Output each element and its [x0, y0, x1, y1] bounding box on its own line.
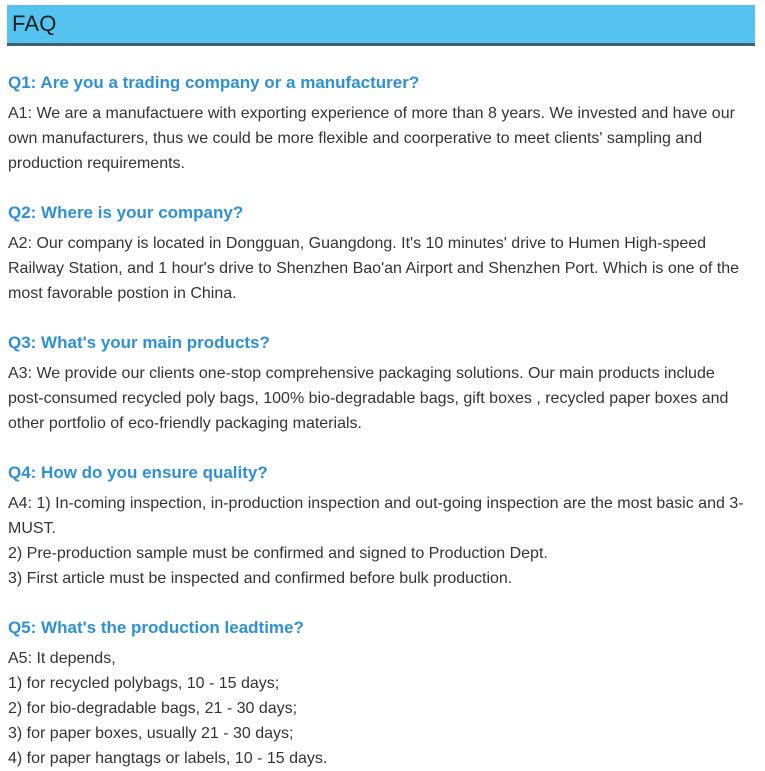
question-text: Q3: What's your main products? [8, 333, 270, 352]
answer-text: A2: Our company is located in Dongguan, Guangdong. It's 10 minutes' drive to Humen High-speed Railway Station, and 1 hour's drive to Shenzhen Bao'an Airport and Shenzhen Port. Which is one of the most favorable postion in China. [8, 235, 739, 302]
answer-text: A3: We provide our clients one-stop comprehensive packaging solutions. Our main products include post-consumed recycled poly bags, 100% bio-degradable bags, gift boxes , recycled paper boxes and other portfolio of eco-friendly packaging materials. [8, 365, 729, 432]
answer-text: A1: We are a manufactuere with exporting experience of more than 8 years. We invested and have our own manufacturers, thus we could be more flexible and coorperative to meet clients' sampling and production requirements. [8, 105, 735, 172]
faq-title: FAQ [12, 11, 57, 36]
answer-text: 3) First article must be inspected and confirmed before bulk production. [8, 570, 513, 587]
question-text: Q1: Are you a trading company or a manufacturer? [8, 73, 420, 92]
qa-section-1 [8, 72, 752, 176]
faq-page [0, 5, 765, 767]
answer-text: A4: 1) In-coming inspection, in-production inspection and out-going inspection are the most basic and 3-MUST. [8, 495, 744, 537]
question-text: Q4: How do you ensure quality? [8, 463, 268, 482]
question-text: Q5: What's the production leadtime? [8, 618, 304, 637]
qa-section-4 [8, 462, 752, 591]
answer-text: A5: It depends, [8, 650, 116, 667]
qa-section-5 [8, 617, 752, 771]
answer-text: 4) for paper hangtags or labels, 10 - 15 days. [8, 750, 328, 767]
faq-section-header [7, 5, 755, 46]
answer-text: 2) for bio-degradable bags, 21 - 30 days; [8, 700, 298, 717]
answer-text: 3) for paper boxes, usually 21 - 30 days; [8, 725, 294, 742]
qa-section-2 [8, 202, 752, 306]
answer-text: 2) Pre-production sample must be confirmed and signed to Production Dept. [8, 545, 548, 562]
answer-text: 1) for recycled polybags, 10 - 15 days; [8, 675, 280, 692]
question-text: Q2: Where is your company? [8, 203, 244, 222]
faq-content [0, 72, 765, 771]
qa-section-3 [8, 332, 752, 436]
